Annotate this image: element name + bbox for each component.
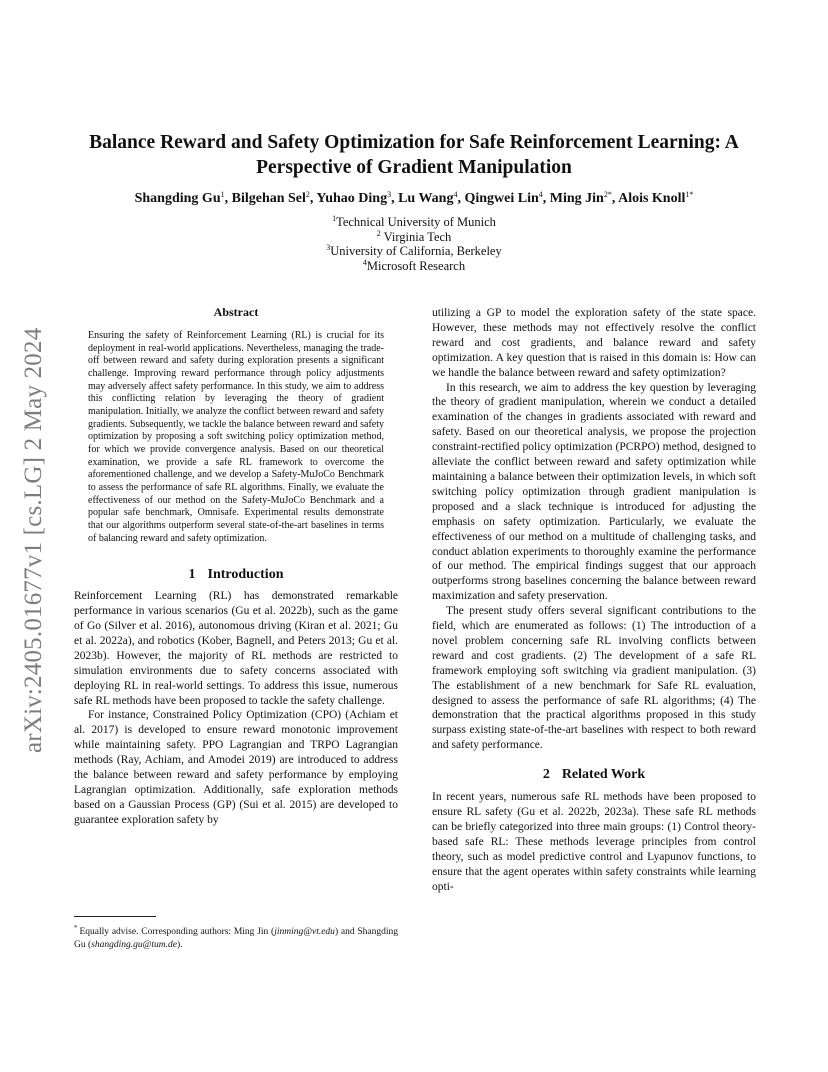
affiliation: $^1$Technical University of Munich	[332, 214, 496, 229]
right-column	[432, 306, 756, 895]
footnote: * Equally advise. Corresponding authors: Ming Jin (jinming@vt.edu) and Shangding Gu (shangding.gu@tum.de).	[74, 924, 398, 950]
author: Lu Wang$^4$	[398, 190, 458, 206]
author: Ming Jin$^{2*}$	[549, 190, 612, 206]
related-paragraph: In recent years, numerous safe RL methods have been proposed to ensure RL safety (Gu et al. 2022b, 2023a). These safe RL methods can be briefly categorized into three main groups: (1) Control theory-based safe RL: These methods leverage principles from control theory, such as model predictive control and Lyapunov functions, to ensure that the agent operates within safety constraints while learning opti-	[432, 791, 756, 893]
title-line-2: Perspective of Gradient Manipulation	[256, 157, 572, 178]
author-list: Shangding Gu$^1$, Bilgehan Sel$^2$, Yuhao Ding$^3$, Lu Wang$^4$, Qingwei Lin$^4$, Ming Jin$^{2*}$, Alois Knoll$^{1*}$	[134, 190, 694, 206]
intro-paragraph: For instance, Constrained Policy Optimization (CPO) (Achiam et al. 2017) is developed to ensure reward monotonic improvement while maintaining safety. PPO Lagrangian and TRPO Lagrangian methods (Ray, Achiam, and Amodei 2019) are introduced to address the balance between reward and safety performance by employing Lagrangian optimization. Additionally, safe exploration methods based on a Gaussian Process (GP) (Sui et al. 2015) are developed to guarantee exploration safety by	[74, 709, 398, 826]
body-paragraph: In this research, we aim to address the key question by leveraging the theory of gradient manipulation, wherein we conduct a detailed examination of the changes in gradients associated with reward and safety. Based on our theoretical analysis, we propose the projection constraint-rectified policy optimization (PCRPO) method, designed to alleviate the conflict between reward and safety optimization while maintaining a balance between their optimization levels, in which soft switching policy optimization through gradient manipulation is proposed and a slack technique is introduced for adjusting the emphasis on safety optimization. Particularly, we evaluate the effectiveness of our method on a multitude of challenging tasks, and conduct ablation experiments to thoroughly examine the performance of our method. The empirical findings suggest that our approach outperforms strong baselines concerning the balance between reward maximization and safety preservation.	[432, 381, 756, 603]
section-heading-related-work	[432, 767, 756, 783]
affiliation-list	[160, 215, 668, 273]
affiliation: $^4$Microsoft Research	[362, 257, 466, 273]
author: Yuhao Ding$^3$	[316, 190, 392, 206]
body-paragraph: utilizing a GP to model the exploration safety of the state space. However, these methods may not effectively resolve the conflict reward and cost gradients, and balance reward and safety optimization. A key question that is raised in this domain is: How can we handle the balance between reward and safety optimization?	[432, 307, 756, 379]
body-paragraph: The present study offers several significant contributions to the field, which are enumerated as follows: (1) The introduction of a novel problem concerning safe RL involving conflicts between reward and cost gradients. (2) The development of a safe RL framework employing soft switching via gradient manipulation. (3) The establishment of a new benchmark for Safe RL evaluation, designed to assess the performance of safe RL algorithms; (4) The demonstration that the practical algorithms proposed in this study surpass existing state-of-the-art baselines with respect to both reward and safety performance.	[432, 605, 756, 752]
email-link[interactable]: jinming@vt.edu	[274, 927, 335, 937]
left-column	[74, 305, 398, 828]
author: Bilgehan Sel$^2$	[231, 190, 310, 206]
author: Qingwei Lin$^4$	[464, 190, 543, 206]
affiliation: $^2$ Virginia Tech	[376, 228, 452, 244]
author: Alois Knoll$^{1*}$	[618, 190, 694, 206]
abstract-heading: Abstract	[213, 305, 259, 319]
paper-title	[70, 130, 758, 180]
arxiv-identifier: arXiv:2405.01677v1 [cs.LG] 2 May 2024	[20, 327, 47, 753]
intro-paragraph: Reinforcement Learning (RL) has demonstrated remarkable performance in various scenarios (Gu et al. 2022b), such as the game of Go (Silver et al. 2016), autonomous driving (Kiran et al. 2021; Gu et al. 2022a), and robotics (Kober, Bagnell, and Peters 2013; Gu et al. 2023b). However, the majority of RL methods are restricted to simulation environments due to safety concerns associated with deploying RL in real-world settings. To address this issue, numerous safe RL methods have been proposed to tackle the safety challenge.	[74, 590, 398, 707]
email-link[interactable]: shangding.gu@tum.de	[91, 940, 177, 950]
section-title: Related Work	[561, 767, 646, 783]
section-number: 2	[542, 767, 550, 783]
abstract-text: Ensuring the safety of Reinforcement Learning (RL) is crucial for its deployment in real-world applications. Nevertheless, managing the trade-off between reward and safety during exploration presents a significant challenge. Improving reward performance through policy adjustments may adversely affect safety performance. In this study, we aim to address this conflicting relation by leveraging the theory of gradient manipulation. Initially, we analyze the conflict between reward and safety gradients. Subsequently, we tackle the balance between reward and safety optimization by proposing a soft switching policy optimization method, for which we provide convergence analysis. Based on our theoretical examination, we provide a safe RL framework to overcome the aforementioned challenge, and we develop a Safety-MuJoCo Benchmark to assess the performance of safe RL algorithms. Finally, we evaluate the effectiveness of our method on the Safety-MuJoCo Benchmark and a popular safe benchmark, Omnisafe. Experimental results demonstrate that our algorithms outperform several state-of-the-art baselines in terms of balancing reward and safety optimization.	[88, 330, 384, 544]
affiliation: $^3$University of California, Berkeley	[326, 243, 502, 258]
footnote-divider	[74, 916, 156, 917]
section-number: 1	[188, 567, 196, 583]
author: Shangding Gu$^1$	[134, 190, 225, 206]
section-title: Introduction	[207, 567, 284, 583]
section-heading-introduction	[74, 567, 398, 583]
title-line-1: Balance Reward and Safety Optimization for Safe Reinforcement Learning: A	[89, 132, 739, 153]
